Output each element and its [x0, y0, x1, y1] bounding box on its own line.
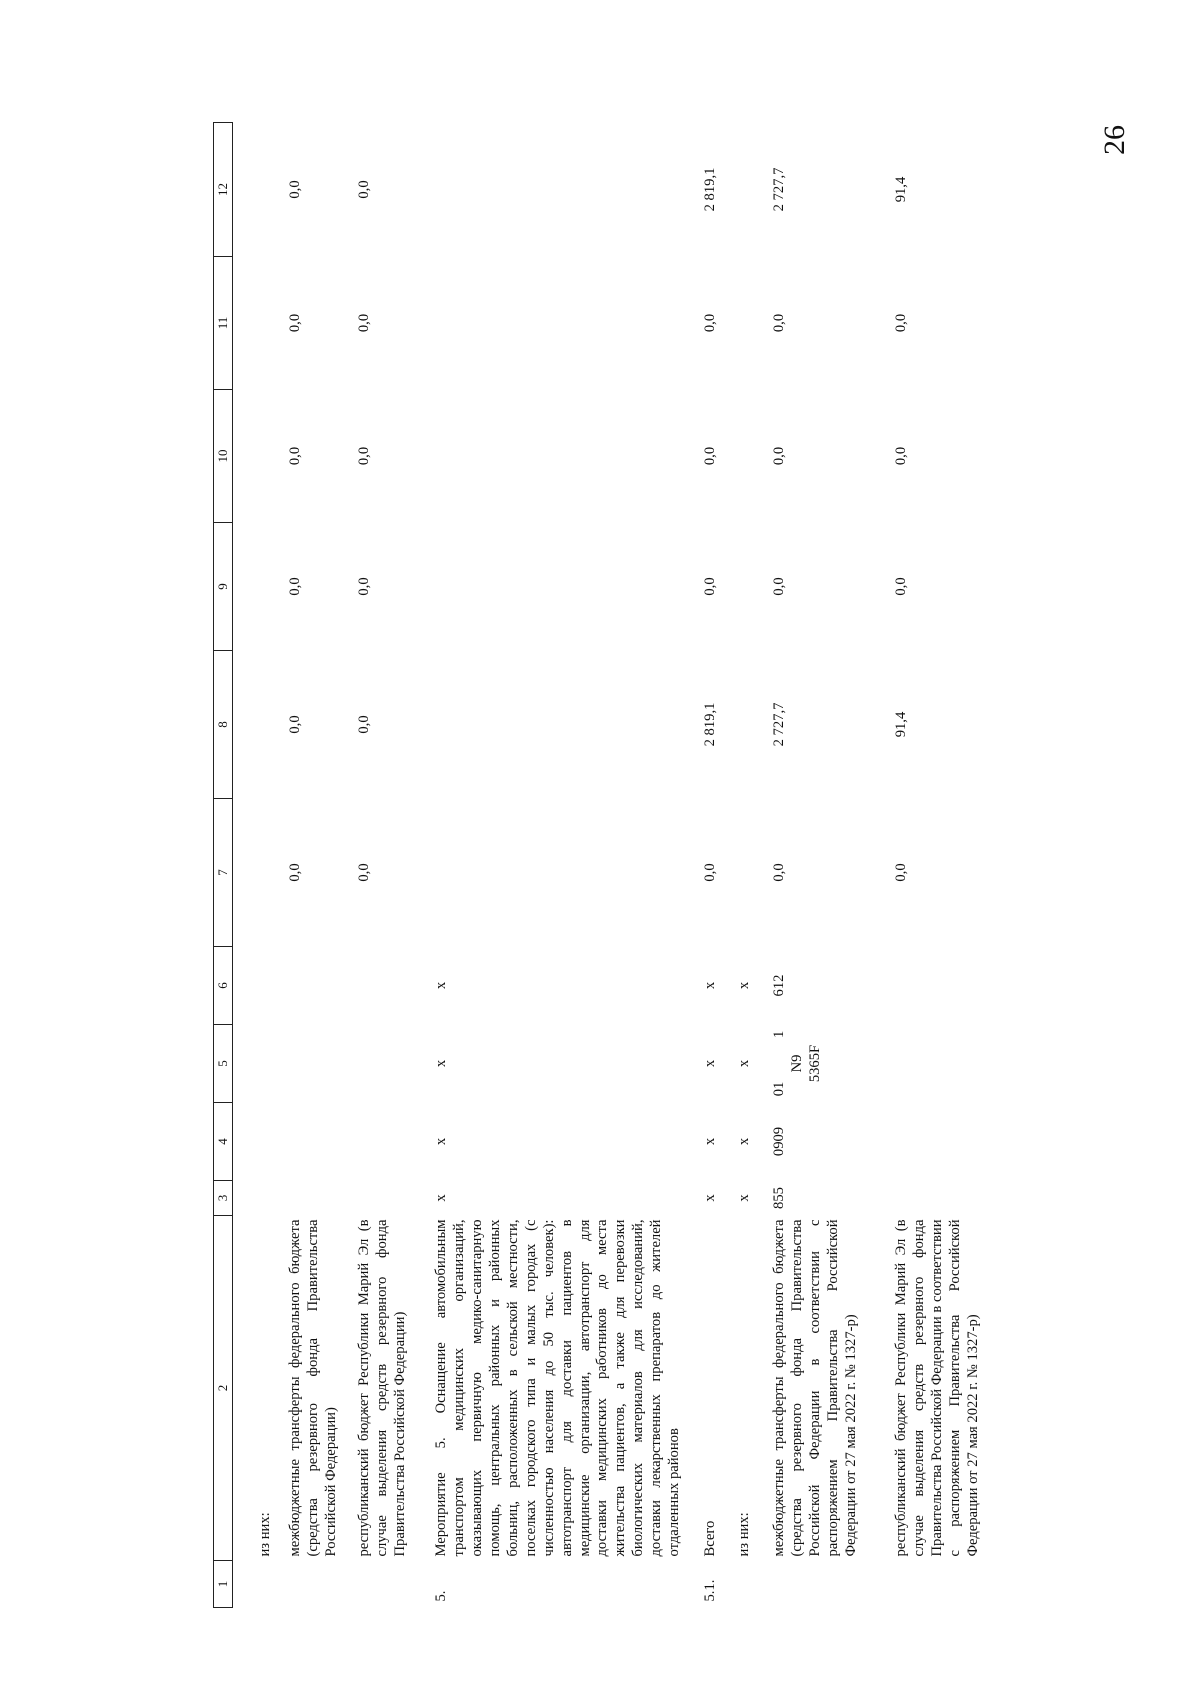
table-cell: [233, 257, 276, 390]
table-cell: x: [433, 1194, 450, 1202]
row-description: из них:: [257, 1512, 273, 1557]
column-number-header: [214, 123, 233, 1608]
table-cell: 0,0: [356, 863, 373, 882]
row-number: [763, 1561, 879, 1608]
table-cell: 0,0: [702, 446, 719, 466]
table-cell: 2 727,7: [770, 167, 787, 212]
table-row: [726, 123, 762, 1608]
table-cell: [421, 257, 692, 390]
table-cell: [726, 523, 762, 651]
table-cell: 0,0: [356, 446, 373, 466]
column-header: 12: [214, 123, 233, 257]
table-cell: x: [433, 1137, 450, 1146]
table-cell: 0,0: [287, 863, 304, 882]
table-cell: [421, 123, 692, 257]
table-cell: [233, 390, 276, 523]
row-description: Мероприятие 5. Оснащение автомобильным транспортом медицинских организаций, оказывающих первичную медико-санитарную помощь, центральных районных и районных больниц, расположенных в сельской местности, поселках городского типа и малых городах (с численностью населения до 50 тыс. человек): автотранспорт для доставки пациентов в медицинские организации, автотранспорт для доставки медицинских работников до места жительства пациентов, а также для перевозки биологических материалов для исследований, доставки лекарственных препаратов до жителей отдаленных районов: [433, 1219, 683, 1557]
row-number: [726, 1561, 762, 1608]
column-header: 8: [214, 651, 233, 799]
table-cell: [342, 1181, 421, 1216]
table-cell: [342, 1025, 421, 1103]
table-cell: [342, 1103, 421, 1181]
table-cell: [726, 123, 762, 257]
budget-table: [213, 122, 1200, 1608]
column-header: 7: [214, 799, 233, 947]
table-cell: [726, 390, 762, 523]
table-row: [692, 123, 726, 1608]
table-cell: [726, 799, 762, 947]
table-cell: 2 819,1: [702, 167, 719, 212]
table-cell: [275, 1103, 342, 1181]
table-cell: [421, 799, 692, 947]
table-cell: x: [702, 981, 719, 990]
table-row: [233, 123, 276, 1608]
table-cell: x: [736, 1059, 753, 1068]
table-cell: 0909: [770, 1126, 787, 1157]
row-number: [233, 1561, 276, 1608]
table-cell: 0,0: [356, 577, 373, 596]
column-header: 6: [214, 947, 233, 1025]
table-row: [275, 123, 342, 1608]
table-cell: 0,0: [893, 863, 910, 882]
row-number: 5.1.: [702, 1579, 719, 1602]
table-cell: [342, 947, 421, 1025]
table-cell: [233, 651, 276, 799]
row-description: межбюджетные трансферты федерального бюджета (средства резервного фонда Правительства Российской Федерации): [287, 1219, 340, 1557]
row-description: Всего: [702, 1520, 719, 1557]
column-header: 2: [214, 1216, 233, 1561]
column-header: 11: [214, 257, 233, 390]
column-header: 9: [214, 523, 233, 651]
table-cell: 2 819,1: [702, 702, 719, 747]
table-cell: 0,0: [287, 313, 304, 333]
table-cell: 0,0: [893, 446, 910, 466]
table-cell: [879, 1181, 1200, 1216]
table-cell: 0,0: [287, 577, 304, 596]
table-cell: 0,0: [770, 863, 787, 882]
table-cell: [726, 651, 762, 799]
table-cell: 0,0: [893, 577, 910, 596]
table-row: [421, 123, 692, 1608]
table-cell: 0,0: [770, 577, 787, 596]
table-cell: 0,0: [893, 313, 910, 333]
page-number: 26: [1098, 125, 1131, 155]
table-cell: x: [702, 1194, 719, 1202]
row-description: из них:: [736, 1512, 753, 1557]
column-header: 5: [214, 1025, 233, 1103]
table-row: [342, 123, 421, 1608]
row-description: межбюджетные трансферты федерального бюджета (средства резервного фонда Правительства Российской Федерации в соответствии с распоряжением Правительства Российской Федерации от 27 мая 2022 г. № 1327-р): [770, 1219, 859, 1557]
table-cell: x: [702, 1059, 719, 1068]
table-cell: 0,0: [287, 446, 304, 466]
table-cell: 612: [770, 974, 787, 997]
row-description: республиканский бюджет Республики Марий Эл (в случае выделения средств резервного фонда Правительства Российской Федерации в соответствии с распоряжением Правительства Российской Федерации от 27 мая 2022 г. № 1327-р): [893, 1219, 981, 1557]
table-cell: 0,0: [702, 863, 719, 882]
table-cell: 0,0: [702, 313, 719, 333]
table-cell: [233, 1103, 276, 1181]
row-number: 5.: [433, 1590, 450, 1602]
table-cell: x: [736, 1194, 753, 1202]
table-cell: [421, 651, 692, 799]
table-cell: 0,0: [287, 180, 304, 199]
row-number: [342, 1561, 421, 1608]
table-cell: [275, 1181, 342, 1216]
row-description: республиканский бюджет Республики Марий Эл (в случае выделения средств резервного фонда Правительства Российской Федерации): [356, 1219, 409, 1557]
table-row: [763, 123, 879, 1608]
table-cell: [233, 947, 276, 1025]
table-cell: 0,0: [356, 180, 373, 199]
table-cell: 0,0: [356, 715, 373, 734]
table-cell: [233, 123, 276, 257]
table-cell: 855: [770, 1187, 787, 1209]
table-row: [879, 123, 1200, 1608]
table-cell: [879, 947, 1200, 1025]
table-cell: 0,0: [287, 715, 304, 734]
column-header: 1: [214, 1561, 233, 1608]
table-cell: [233, 1181, 276, 1216]
rotated-page-content: [213, 123, 1200, 1608]
table-cell: [275, 947, 342, 1025]
table-cell: 2 727,7: [770, 702, 787, 747]
table-cell: [233, 523, 276, 651]
table-cell: 91,4: [893, 711, 910, 738]
table-cell: [879, 1103, 1200, 1181]
table-cell: [726, 257, 762, 390]
table-cell: x: [736, 1137, 753, 1146]
table-cell: [233, 799, 276, 947]
row-number: [879, 1561, 1200, 1608]
table-cell: x: [736, 981, 753, 990]
table-cell: 91,4: [893, 176, 910, 203]
table-cell: x: [702, 1137, 719, 1146]
table-cell: [421, 390, 692, 523]
table-cell: [233, 1025, 276, 1103]
table-cell: 0,0: [356, 313, 373, 333]
table-cell: 0,0: [770, 446, 787, 466]
column-header: 10: [214, 390, 233, 523]
column-header: 4: [214, 1103, 233, 1181]
column-header: 3: [214, 1181, 233, 1216]
table-cell: 01 1 N9 5365F: [770, 1030, 823, 1097]
table-cell: x: [433, 981, 450, 990]
table-cell: [275, 1025, 342, 1103]
table-cell: 0,0: [702, 577, 719, 596]
table-cell: 0,0: [770, 313, 787, 333]
table-cell: x: [433, 1059, 450, 1068]
table-cell: [879, 1025, 1200, 1103]
table-cell: [421, 523, 692, 651]
row-number: [275, 1561, 342, 1608]
